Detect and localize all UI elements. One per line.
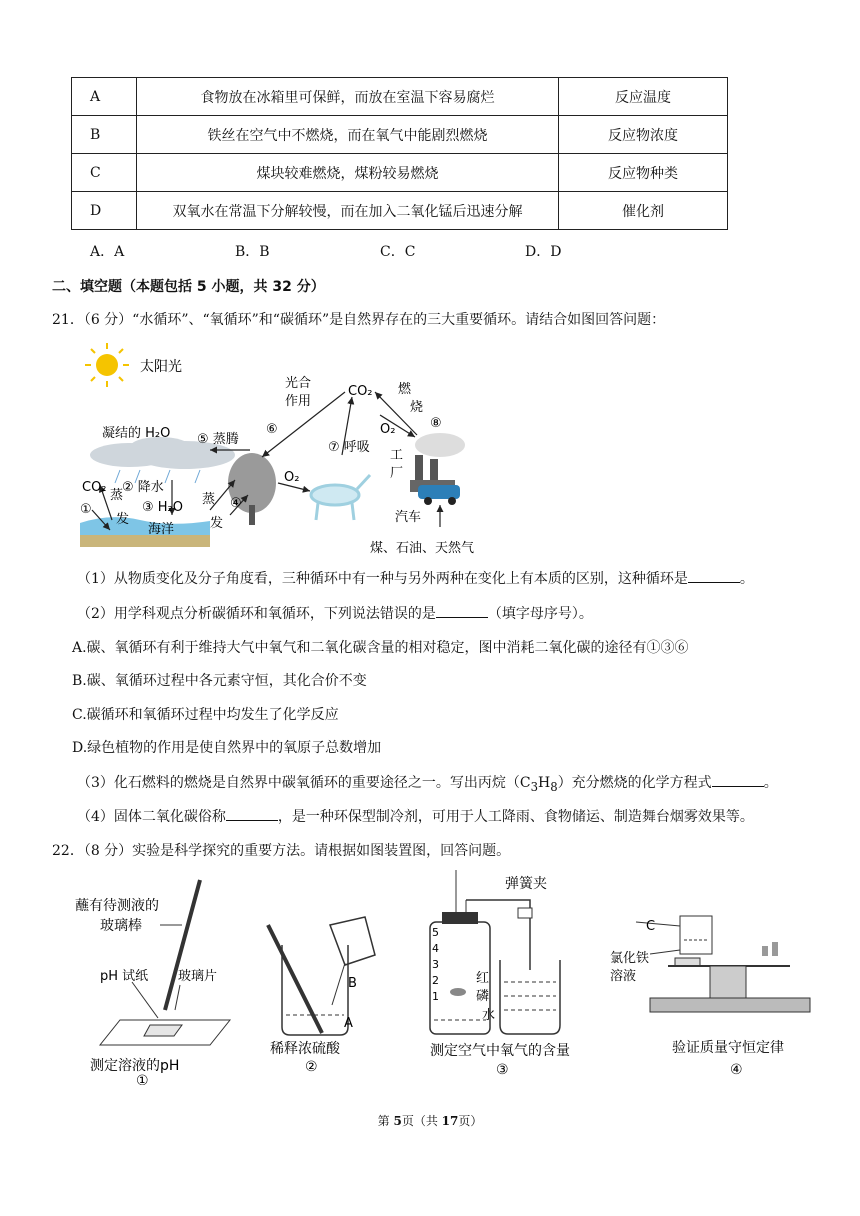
stirring-rod bbox=[268, 925, 322, 1033]
rod-label-1: 蘸有待测液的 bbox=[75, 898, 159, 914]
fuels-label: 煤、石油、天然气 bbox=[370, 541, 475, 556]
mark-5: 5 bbox=[432, 926, 439, 939]
row-factor: 反应物种类 bbox=[559, 154, 728, 192]
fig4-number: ④ bbox=[730, 1062, 743, 1078]
red-phosphorus-label-1: 红 bbox=[476, 971, 490, 986]
choice-a[interactable]: A．A bbox=[90, 244, 125, 260]
step-3-label: ③ H₂O bbox=[142, 500, 184, 515]
label-c: C bbox=[646, 919, 656, 934]
fig3-caption: 测定空气中氧气的含量 bbox=[430, 1043, 570, 1059]
choice-d[interactable]: D．D bbox=[525, 244, 562, 260]
ph-paper bbox=[144, 1025, 182, 1036]
cycle-diagram bbox=[80, 335, 500, 560]
row-fact: 食物放在冰箱里可保鲜，而放在室温下容易腐烂 bbox=[137, 78, 559, 116]
glass-rod bbox=[165, 880, 200, 1010]
water-beaker bbox=[500, 960, 560, 1034]
ferric-chloride-label-2: 溶液 bbox=[610, 969, 637, 984]
evap-label-b: 发 bbox=[116, 512, 130, 527]
co2-top-label: CO₂ bbox=[348, 384, 373, 399]
red-phosphorus-label-2: 磷 bbox=[476, 989, 490, 1004]
car-icon bbox=[418, 485, 460, 505]
ferric-chloride-label-1: 氯化铁 bbox=[610, 951, 650, 966]
evap2-label-a: 蒸 bbox=[202, 492, 216, 507]
mark-3: 3 bbox=[432, 958, 439, 971]
factory-label-1: 工 bbox=[390, 448, 404, 463]
co2-left-label: CO₂ bbox=[82, 480, 107, 495]
tree-icon bbox=[228, 453, 276, 525]
beaker-b bbox=[330, 917, 375, 965]
spring-clamp bbox=[518, 908, 532, 918]
water-label: 水 bbox=[482, 1008, 496, 1023]
row-fact: 铁丝在空气中不燃烧，而在氧气中能剧烈燃烧 bbox=[137, 116, 559, 154]
step-4-label: ④ bbox=[230, 496, 242, 511]
condensed-water-label: 凝结的 H₂O bbox=[102, 426, 171, 441]
factory-icon bbox=[410, 433, 465, 492]
o2-mid-label: O₂ bbox=[284, 470, 300, 485]
sunlight-label: 太阳光 bbox=[140, 359, 182, 375]
ocean-label: 海洋 bbox=[148, 522, 175, 537]
rod-label-2: 玻璃棒 bbox=[100, 918, 142, 934]
ph-paper-label: pH 试纸 bbox=[100, 969, 149, 984]
section-title: 二、填空题（本题包括 5 小题，共 32 分） bbox=[52, 279, 325, 295]
mark-1: 1 bbox=[432, 990, 439, 1003]
row-fact: 煤块较难燃烧，煤粉较易燃烧 bbox=[137, 154, 559, 192]
q21-option-d: D.绿色植物的作用是使自然界中的氧原子总数增加 bbox=[72, 740, 382, 756]
evap2-label-b: 发 bbox=[210, 516, 224, 531]
step-7-label: ⑦ 呼吸 bbox=[328, 440, 370, 455]
q21-sub4: （4）固体二氧化碳俗称 ，是一种环保型制冷剂，可用于人工降雨、食物储运、制造舞台烟雾效果等。 bbox=[77, 809, 754, 825]
row-fact: 双氧水在常温下分解较慢，而在加入二氧化锰后迅速分解 bbox=[137, 192, 559, 230]
fig2-caption: 稀释浓硫酸 bbox=[270, 1041, 340, 1057]
row-factor: 反应物浓度 bbox=[559, 116, 728, 154]
evap-label-a: 蒸 bbox=[110, 488, 124, 503]
car-label: 汽车 bbox=[395, 510, 422, 525]
option-row bbox=[72, 192, 728, 230]
q21-sub2: （2）用学科观点分析碳循环和氧循环，下列说法错误的是 （填字母序号）。 bbox=[77, 606, 593, 622]
row-letter: B bbox=[72, 116, 137, 154]
spring-clamp-label: 弹簧夹 bbox=[505, 876, 547, 892]
glass-plate-label: 玻璃片 bbox=[178, 969, 218, 984]
q22-stem: 22．（8 分）实验是科学探究的重要方法。请根据如图装置图，回答问题。 bbox=[52, 843, 511, 859]
ph-test-figure bbox=[70, 870, 250, 1085]
answer-blank-2[interactable] bbox=[436, 605, 488, 618]
step-1-label: ① bbox=[80, 502, 92, 517]
option-row bbox=[72, 116, 728, 154]
q21-option-a: A.碳、氧循环有利于维持大气中氧气和二氧化碳含量的相对稳定，图中消耗二氧化碳的途径有①③⑥ bbox=[72, 640, 689, 656]
option-row bbox=[72, 78, 728, 116]
row-factor: 催化剂 bbox=[559, 192, 728, 230]
fig3-number: ③ bbox=[496, 1062, 509, 1078]
sun-icon bbox=[85, 343, 129, 387]
q21-option-b: B.碳、氧循环过程中各元素守恒，其化合价不变 bbox=[72, 673, 367, 689]
oxygen-content-figure bbox=[420, 870, 620, 1085]
q21-stem: 21．（6 分）“水循环”、“氧循环”和“碳循环”是自然界存在的三大重要循环。请结合如图回答问题： bbox=[52, 312, 666, 328]
factory-label-2: 厂 bbox=[390, 466, 404, 481]
row-letter: C bbox=[72, 154, 137, 192]
q21-sub1: （1）从物质变化及分子角度看，三种循环中有一种与另外两种在变化上有本质的区别，这种循环是 。 bbox=[77, 571, 754, 587]
o2-right-label: O₂ bbox=[380, 422, 396, 437]
row-factor: 反应温度 bbox=[559, 78, 728, 116]
fig2-number: ② bbox=[305, 1059, 318, 1075]
q21-sub3: （3）化石燃料的燃烧是自然界中碳氧循环的重要途径之一。写出丙烷$(C_3H_8)$充分燃烧的化学方程式 。 bbox=[77, 775, 778, 794]
mark-2: 2 bbox=[432, 974, 439, 987]
combustion-label-1: 燃 bbox=[398, 382, 412, 397]
photosynthesis-label: 光合 bbox=[285, 376, 312, 391]
row-letter: D bbox=[72, 192, 137, 230]
step-6-label: ⑥ bbox=[266, 422, 278, 437]
answer-blank-4[interactable] bbox=[226, 808, 278, 821]
fig1-caption: 测定溶液的pH bbox=[90, 1058, 180, 1074]
mass-conservation-figure bbox=[610, 910, 820, 1085]
mark-4: 4 bbox=[432, 942, 439, 955]
label-b: B bbox=[348, 976, 357, 991]
row-letter: A bbox=[72, 78, 137, 116]
photosynthesis-label-2: 作用 bbox=[285, 394, 312, 409]
beaker-c bbox=[680, 916, 712, 954]
answer-blank-1[interactable] bbox=[688, 570, 740, 583]
fig4-caption: 验证质量守恒定律 bbox=[672, 1040, 784, 1056]
option-table bbox=[71, 77, 728, 230]
step-5-label: ⑤ 蒸腾 bbox=[197, 432, 239, 447]
dilute-acid-figure bbox=[260, 915, 400, 1085]
answer-blank-3[interactable] bbox=[712, 774, 764, 787]
page-footer: 第 5页（共 17页） bbox=[377, 1114, 483, 1128]
fig1-number: ① bbox=[136, 1073, 149, 1085]
answer-choices bbox=[90, 241, 561, 261]
option-row bbox=[72, 154, 728, 192]
label-a: A bbox=[344, 1016, 353, 1031]
deer-icon bbox=[311, 475, 370, 520]
step-8-label: ⑧ bbox=[430, 416, 442, 431]
choice-b[interactable]: B．B bbox=[235, 244, 270, 260]
combustion-label-2: 烧 bbox=[410, 400, 424, 415]
q21-option-c: C.碳循环和氧循环过程中均发生了化学反应 bbox=[72, 707, 339, 723]
balance-base bbox=[650, 998, 810, 1012]
choice-c[interactable]: C．C bbox=[380, 244, 416, 260]
step-2-label: ② 降水 bbox=[122, 480, 164, 495]
